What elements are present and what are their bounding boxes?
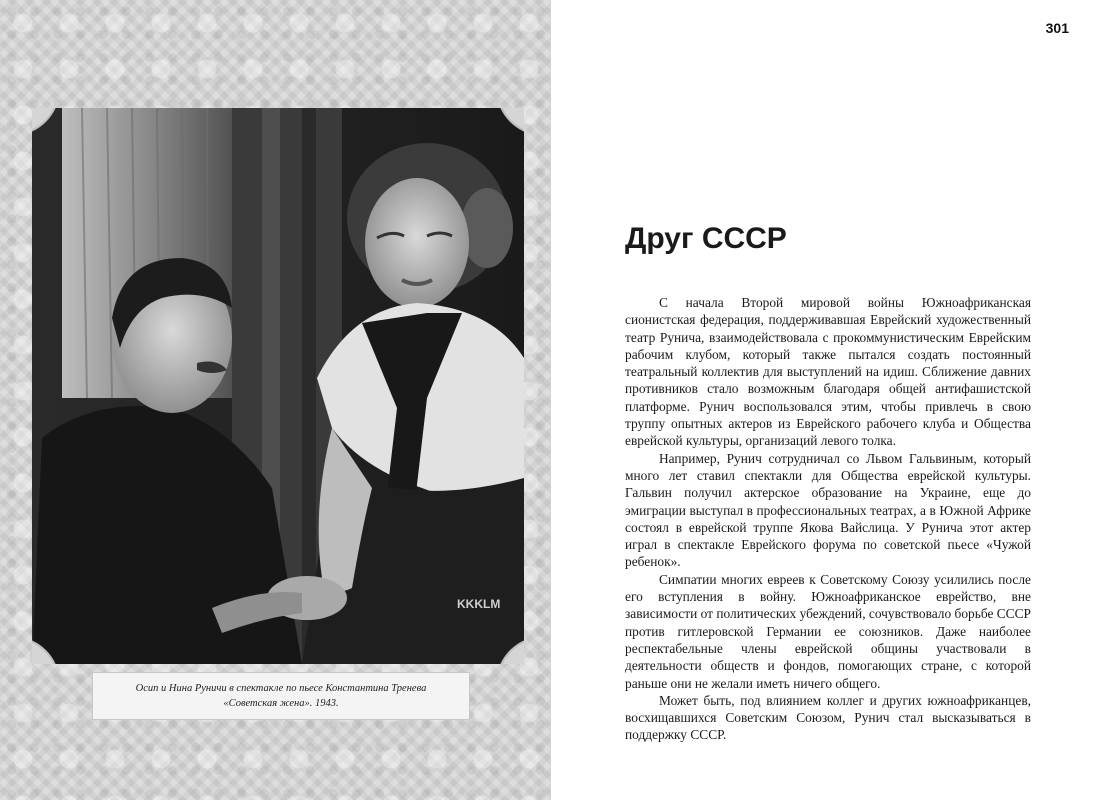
body-text [625,294,1031,744]
photo-caption [92,672,470,720]
photo-caption-line-2: «Советская жена». 1943. [223,698,339,709]
photo-caption-line-1: Осип и Нина Руничи в спектакле по пьесе Константина Тренева [135,683,427,694]
paragraph-3: Симпатии многих евреев к Советскому Союзу усилились после его вступления в войну. Южноафриканское еврейство, вне зависимости от политических убеждений, сочувствовало борьбе СССР против гитлеровской Германии ее союзников. Даже наиболее респектабельные члены еврейской общины участвовали в деятельности обществ и фондов, помогающих стране, с которой раньше они не желали иметь ничего общего. [625,571,1031,691]
paragraph-4: Может быть, под влиянием коллег и других южноафриканцев, восхищавшихся Советским Союзом, Рунич стал высказываться в поддержку СССР. [625,692,1031,743]
paragraph-2: Например, Рунич сотрудничал со Львом Гальвиным, который много лет ставил спектакли для Общества еврейской культуры. Гальвин получил актерское образование на Украине, еще до эмиграции выступал в профессиональных театрах, а в Южной Африке состоял в еврейской труппе Якова Вайслица. У Рунича этот актер играл в спектакле Еврейского форума по советской пьесе «Чужой ребенок». [625,450,1031,570]
page-number: 301 [1045,20,1069,36]
photo-frame [32,108,524,664]
svg-text:KKKLM: KKKLM [457,597,501,611]
chapter-title: Друг СССР [625,222,787,255]
paragraph-1: С начала Второй мировой войны Южноафриканская сионистская федерация, поддерживавшая Еврейский художественный театр Рунича, взаимодействовала с прокоммунистическим Еврейским рабочим клубом, который также пытался создать постоянный театральный коллектив для выступлений на идиш. Сближение давних противников стало возможным благодаря общей антифашистской платформе. Рунич воспользовался этим, чтобы привлечь в свою труппу опытных актеров из Еврейского рабочего клуба и Общества еврейской культуры, организаций левого толка. [625,295,1031,449]
historical-photo [32,108,524,664]
